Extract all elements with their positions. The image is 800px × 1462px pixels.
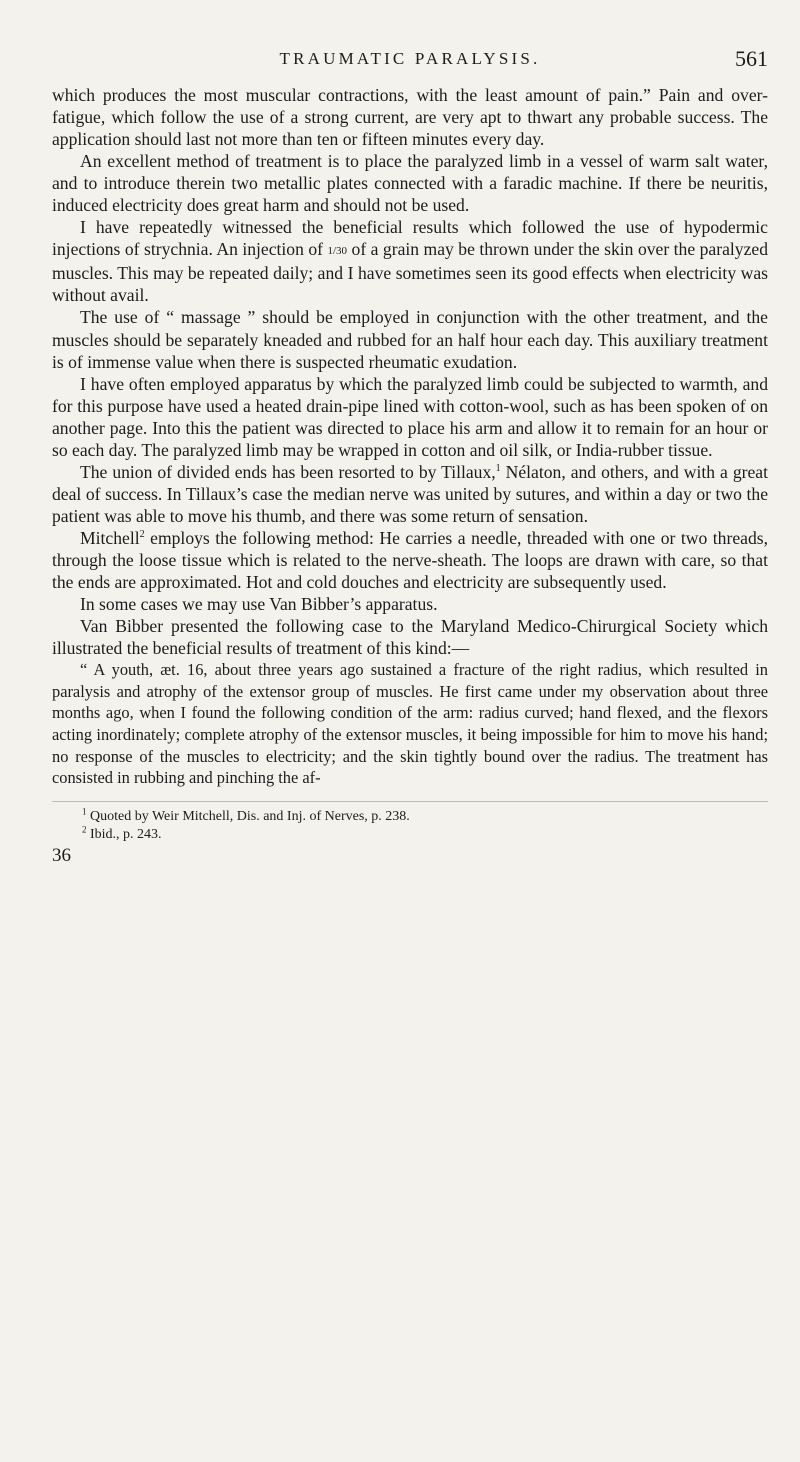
paragraph: which produces the most muscular contractions, with the least amount of pain.” Pain and over-fatigue, which follow the use of a strong current, are very apt to thwart any probable success. The application should last not more than ten or fifteen minutes every day.: [52, 85, 768, 150]
quoted-case: “ A youth, æt. 16, about three years ago sustained a fracture of the right radius, which resulted in paralysis and atrophy of the extensor group of muscles. He first came under my observation about three months ago, when I found the following condition of the arm: radius curved; hand flexed, and the flexors acting inordinately; complete atrophy of the extensor muscles, it being impossible for him to move his hand; no response of the muscles to electricity; and the skin tightly bound over the radius. The treatment has consisted in rubbing and pinching the af-: [52, 660, 768, 788]
signature-mark: 36: [52, 844, 71, 866]
book-page: [0, 44, 800, 1462]
footnote-reference: 1: [495, 462, 501, 474]
paragraph: The union of divided ends has been resorted to by Tillaux,$^1$ Nélaton, and others, and with a great deal of success. In Tillaux’s case the median nerve was united by sutures, and within a day or two the patient was able to move his thumb, and there was some return of sensation.: [52, 461, 768, 526]
paragraph: An excellent method of treatment is to place the paralyzed limb in a vessel of warm salt water, and to introduce therein two metallic plates connected with a faradic machine. If there be neuritis, induced electricity does great harm and should not be used.: [52, 151, 768, 216]
running-head: [52, 44, 768, 84]
paragraph: The use of “ massage ” should be employed in conjunction with the other treatment, and the muscles should be separately kneaded and rubbed for an half hour each day. This auxiliary treatment is of immense value when there is suspected rheumatic exudation.: [52, 307, 768, 372]
paragraph: I have repeatedly witnessed the beneficial results which followed the use of hypodermic injections of strychnia. An injection of 1/30 of a grain may be thrown under the skin over the paralyzed muscles. This may be repeated daily; and I have sometimes seen its good effects when electricity was without avail.: [52, 217, 768, 306]
footnote-reference: 2: [139, 529, 145, 541]
footnote-divider: [52, 801, 768, 802]
footnotes: [52, 808, 768, 868]
paragraph: I have often employed apparatus by which the paralyzed limb could be subjected to warmth, and for this purpose have used a heated drain-pipe lined with cotton-wool, such as has been spoken of on another page. Into this the patient was directed to place his arm and allow it to remain for an hour or so each day. The paralyzed limb may be wrapped in cotton and oil silk, or India-rubber tissue.: [52, 373, 768, 460]
paragraph: In some cases we may use Van Bibber’s apparatus.: [80, 594, 438, 615]
paragraph: Van Bibber presented the following case to the Maryland Medico-Chirurgical Society which illustrated the beneficial results of treatment of this kind:—: [52, 616, 768, 659]
footnote: $^1$ Quoted by Weir Mitchell, Dis. and Inj. of Nerves, p. 238.: [82, 806, 410, 824]
paragraph: Mitchell$^2$ employs the following method: He carries a needle, threaded with one or two threads, through the loose tissue which is related to the nerve-sheath. The loops are drawn with care, so that the ends are approximated. Hot and cold douches and electricity are subsequently used.: [52, 527, 768, 593]
body-text: [52, 84, 768, 789]
footnote: $^2$ Ibid., p. 243.: [82, 824, 162, 842]
page-number: 561: [735, 46, 768, 71]
running-title: TRAUMATIC PARALYSIS.: [279, 49, 541, 68]
fraction: 1/30: [327, 245, 348, 258]
